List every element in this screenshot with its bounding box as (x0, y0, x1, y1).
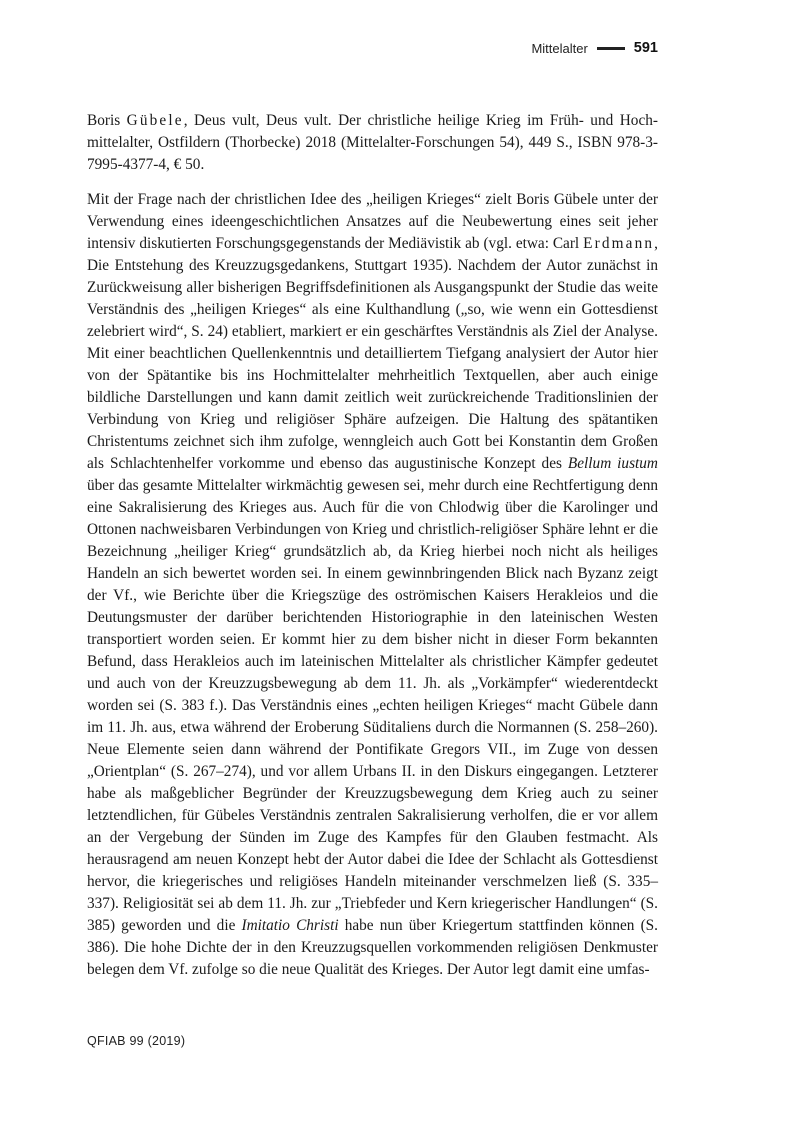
review-body (87, 189, 658, 981)
reviewed-author-last-name: Gübele (126, 112, 184, 129)
review-text-segment: , Die Entstehung des Kreuzzugsgedankens, Stuttgart 1935). Nachdem der Autor zunächst in Zurückweisung aller bisherigen Begriffsdefinitionen als Ausgangspunkt der Studie das weite Verständnis des „heiligen Krieges“ als eine Kulthandlung („so, wie wenn ein Gottesdienst zelebriert wird“, S. 24) etabliert, markiert er ein geschärftes Verständnis als Ziel der Analyse. Mit einer beachtlichen Quellenkenntnis und detailliertem Tiefgang analysiert der Autor hier von der Spätantike bis ins Hochmittelalter mehrheitlich Textquellen, aber auch einige bildliche Darstellungen und kann damit zeitlich weit zurückreichende Traditionslinien der Verbindung von Krieg und religiöser Sphäre aufzeigen. Die Haltung des spätantiken Christentums zeichnet sich ihm zufolge, wenngleich auch Gott bei Konstantin dem Großen als Schlachtenhelfer vorkomme und ebenso das augustinische Konzept des (87, 235, 658, 472)
journal-footer: QFIAB 99 (2019) (87, 1034, 186, 1048)
review-text-segment: Mit der Frage nach der christlichen Idee des „heiligen Krieges“ zielt Boris Gübele unter der Verwendung eines ideengeschichtlichen Ansatzes auf die Neubewertung eines seit jeher intensiv diskutierten Forschungsgegenstands der Mediävistik ab (vgl. etwa: Carl (87, 191, 658, 252)
section-title: Mittelalter (531, 40, 588, 56)
bibliographic-paragraph (87, 110, 658, 176)
bibliographic-entry (87, 110, 658, 176)
header-rule (597, 47, 625, 50)
reviewed-author-first-name: Boris (87, 112, 121, 129)
italic-term: Bellum iustum (567, 455, 658, 472)
bibliographic-details: , Deus vult, Deus vult. Der christliche heilige Krieg im Früh- und Hochmittelalter, Ostfildern (Thorbecke) 2018 (Mittelalter-Forschungen 54), 449 S., ISBN 978-3-7995-4377-4, € 50. (87, 112, 658, 173)
cited-author-name: Erdmann (583, 235, 655, 252)
review-paragraph (87, 189, 658, 981)
review-text-segment: habe nun über Kriegertum stattfinden können (S. 386). Die hohe Dichte der in den Kreuzzugsquellen vorkommenden religiösen Denkmuster belegen dem Vf. zufolge so die neue Qualität des Krieges. Der Autor legt damit eine umfas- (87, 917, 658, 978)
italic-term: Imitatio Christi (241, 917, 339, 934)
running-header (531, 40, 658, 56)
page-number: 591 (633, 40, 658, 56)
review-text-segment: über das gesamte Mittelalter wirkmächtig gewesen sei, mehr durch eine Rechtfertigung denn eine Sakralisierung des Krieges aus. Auch für die von Chlodwig über die Karolinger und Ottonen nachweisbaren Verbindungen von Krieg und christlich-religiöser Sphäre lehnt er die Bezeichnung „heiliger Krieg“ grundsätzlich ab, da Krieg hierbei noch nicht als heiliges Handeln an sich bewertet worden sei. In einem gewinnbringenden Blick nach Byzanz zeigt der Vf., wie Berichte über die Kriegszüge des oströmischen Kaisers Herakleios und die Deutungsmuster der darüber berichtenden Historiographie in den lateinischen Westen transportiert worden seien. Er kommt hier zu dem bisher nicht in dieser Form bekannten Befund, dass Herakleios auch im lateinischen Mittelalter als christlicher Kämpfer gedeutet und auch von der Kreuzzugsbewegung ab dem 11. Jh. als „Vorkämpfer“ wiederentdeckt worden sei (S. 383 f.). Das Verständnis eines „echten heiligen Krieges“ macht Gübele dann im 11. Jh. aus, etwa während der Eroberung Süditaliens durch die Normannen (S. 258–260). Neue Elemente seien dann während der Pontifikate Gregors VII., im Zuge von dessen „Orientplan“ (S. 267–274), und vor allem Urbans II. in den Diskurs eingegangen. Letzterer habe als maßgeblicher Begründer der Kreuzzugsbewegung dem Krieg auch zu seiner letztendlichen, für Gübeles Verständnis zentralen Sakralisierung verholfen, die er vor allem an der Vergebung der Sünden im Zuge des Kampfes für den Glauben festmacht. Als herausragend am neuen Konzept hebt der Autor dabei die Idee der Schlacht als Gottesdienst hervor, die kriegerisches und religiöses Handeln miteinander verschmelzen ließ (S. 335–337). Religiosität sei ab dem 11. Jh. zur „Triebfeder und Kern kriegerischer Handlungen“ (S. 385) geworden und die (87, 477, 658, 934)
